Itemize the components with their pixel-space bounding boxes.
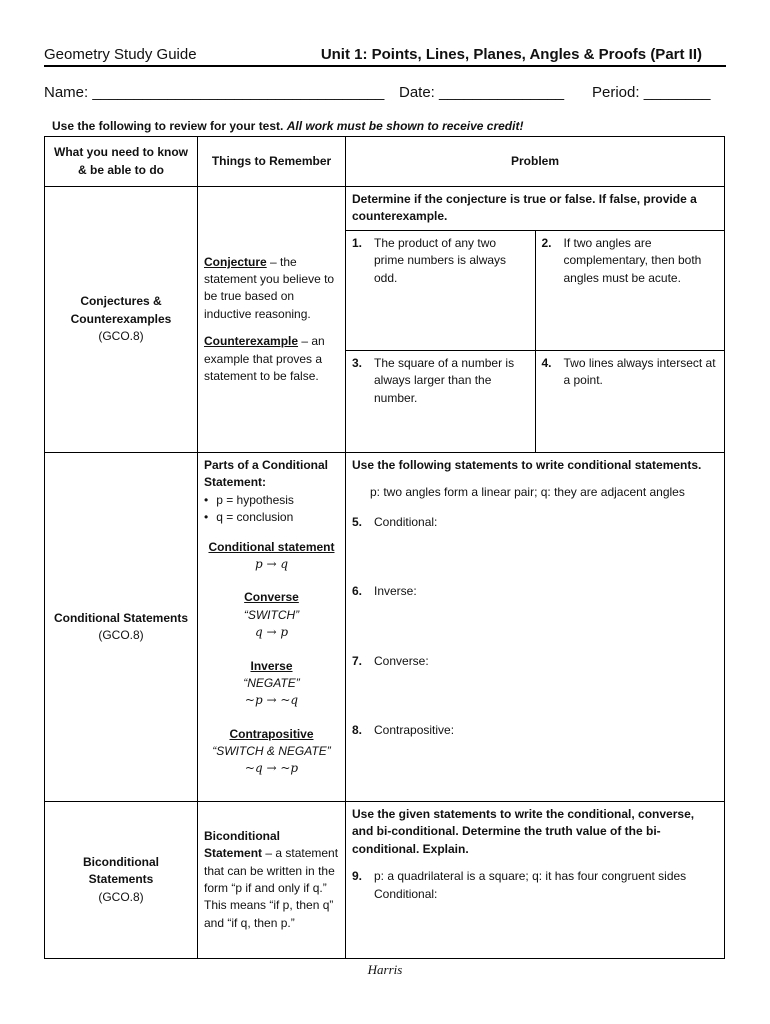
header-rule [44, 65, 726, 67]
problem-4: 4. Two lines always intersect at a point. [535, 351, 725, 452]
remember-conditional: Parts of a Conditional Statement: • p = hypothesis • q = conclusion Conditional statement p → q Converse “SWITCH” q → p Inverse “NEGATE” ~p → ~q Contrapositive “SWITCH & NEGATE” ~q → ~p [198, 453, 346, 802]
problem-9: 9. p: a quadrilateral is a square; q: it has four congruent sides Conditional: [352, 869, 687, 901]
p-definition: • p = hypothesis [204, 492, 339, 509]
remember-biconditional: Biconditional Statement – a statement that can be written in the form “p if and only if q.” This means “if p, then q” and “if q, then p.” [198, 802, 346, 959]
header-row [45, 137, 725, 187]
period-field[interactable]: Period: ________ [592, 84, 711, 101]
q-definition: • q = conclusion [204, 509, 339, 526]
instructions: Use the following to review for your test. All work must be shown to receive credit! [52, 119, 524, 133]
problems-conjectures [346, 187, 725, 453]
unit-title: Unit 1: Points, Lines, Planes, Angles & Proofs (Part II) [320, 46, 702, 63]
problem-2: 2. If two angles are complementary, then both angles must be acute. [535, 231, 725, 350]
problem-8: 8. Contrapositive: [352, 722, 455, 737]
given-statements: p: two angles form a linear pair; q: they are adjacent angles [370, 485, 685, 500]
guide-title: Geometry Study Guide [44, 46, 197, 63]
author-footer: Harris [367, 962, 403, 977]
conjecture-prompt: Determine if the conjecture is true or false. If false, provide a counterexample. [352, 192, 697, 224]
topic-conjectures: Conjectures & Counterexamples (GCO.8) [45, 187, 198, 453]
problem-5: 5. Conditional: [352, 514, 438, 529]
date-field[interactable]: Date: _______________ [399, 84, 565, 101]
problem-6: 6. Inverse: [352, 584, 417, 599]
conditional-prompt: Use the following statements to write conditional statements. [352, 458, 702, 472]
study-table [44, 136, 725, 959]
problem-1: 1. The product of any two prime numbers is always odd. [352, 235, 507, 285]
problems-biconditional [346, 802, 725, 959]
row-conditional [45, 453, 725, 802]
topic-conditional: Conditional Statements (GCO.8) [45, 453, 198, 802]
row-conjectures [45, 187, 725, 453]
problems-conditional [346, 453, 725, 802]
biconditional-prompt: Use the given statements to write the conditional, converse, and bi-conditional. Determine the truth value of the bi-conditional. Explain. [352, 807, 695, 856]
problem-7: 7. Converse: [352, 653, 429, 668]
col-remember: Things to Remember [198, 137, 346, 187]
topic-biconditional: Biconditional Statements (GCO.8) [45, 802, 198, 959]
col-know: What you need to know & be able to do [45, 137, 198, 187]
name-field[interactable]: Name: ___________________________________ [44, 84, 385, 101]
remember-conjectures: Conjecture – the statement you believe to be true based on inductive reasoning. Counterexample – an example that proves a statement to be false. [198, 187, 346, 453]
col-problem: Problem [346, 137, 725, 187]
row-biconditional [45, 802, 725, 959]
problem-3: 3. The square of a number is always larger than the number. [352, 355, 515, 405]
